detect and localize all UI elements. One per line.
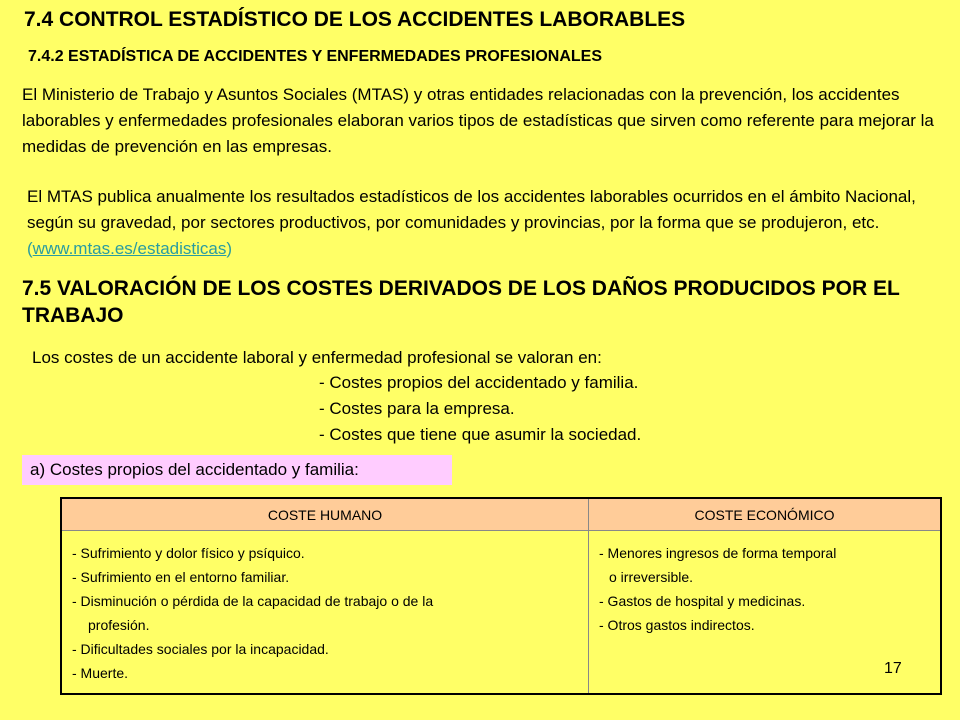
cost-type-item: - Costes propios del accidentado y familia.: [319, 373, 639, 392]
cost-type-item: - Costes que tiene que asumir la sociedad.: [319, 425, 642, 444]
cost-type-list: [319, 370, 641, 448]
link-close-paren: ): [226, 239, 233, 258]
list-item: - Menores ingresos de forma temporal: [599, 545, 837, 561]
page-number: 17: [884, 660, 902, 677]
list-item: - Sufrimiento en el entorno familiar.: [72, 569, 290, 585]
mtas-statistics-link[interactable]: www.mtas.es/estadisticas: [32, 239, 227, 258]
paragraph-costes-intro: Los costes de un accidente laboral y enfermedad profesional se valoran en:: [32, 348, 602, 367]
cost-type-item: - Costes para la empresa.: [319, 399, 515, 418]
paragraph-mtas-intro: El Ministerio de Trabajo y Asuntos Sociales (MTAS) y otras entidades relacionadas con la prevención, los accidentes laborables y enfermedades profesionales elaboran varios tipos de estadísticas que sirven como referente para mejorar la medidas de prevención en las empresas.: [22, 85, 934, 156]
link-open-paren: (: [27, 239, 33, 258]
list-item: - Gastos de hospital y medicinas.: [599, 593, 806, 609]
section-heading-7-4: 7.4 CONTROL ESTADÍSTICO DE LOS ACCIDENTES LABORABLES: [24, 8, 686, 31]
header-coste-economico: COSTE ECONÓMICO: [589, 498, 942, 531]
list-item: - Otros gastos indirectos.: [599, 617, 755, 633]
cost-table: [60, 497, 942, 695]
list-item: - Sufrimiento y dolor físico y psíquico.: [72, 545, 305, 561]
cost-table-header-row: [61, 498, 941, 531]
cost-table-row: [61, 531, 941, 695]
coste-humano-cell: [61, 531, 589, 695]
paragraph-mtas-publica: [27, 184, 927, 262]
list-item: profesión.: [88, 617, 150, 633]
list-item: - Disminución o pérdida de la capacidad de trabajo o de la: [72, 593, 434, 609]
list-item: o irreversible.: [609, 569, 694, 585]
paragraph-mtas-publica-text: El MTAS publica anualmente los resultados estadísticos de los accidentes laborables ocurridos en el ámbito Nacional, según su gravedad, por sectores productivos, por comunidades y provincias, por la forma que se produjeron, etc.: [27, 187, 916, 232]
header-coste-humano: COSTE HUMANO: [61, 498, 589, 531]
list-item: - Dificultades sociales por la incapacidad.: [72, 641, 329, 657]
subsection-heading-7-4-2: 7.4.2 ESTADÍSTICA DE ACCIDENTES Y ENFERMEDADES PROFESIONALES: [28, 48, 603, 65]
list-item: - Muerte.: [72, 665, 129, 681]
section-heading-7-5: 7.5 VALORACIÓN DE LOS COSTES DERIVADOS DE LOS DAÑOS PRODUCIDOS POR EL TRABAJO: [22, 277, 900, 327]
subheading-costes-accidentado: a) Costes propios del accidentado y familia:: [22, 455, 452, 485]
